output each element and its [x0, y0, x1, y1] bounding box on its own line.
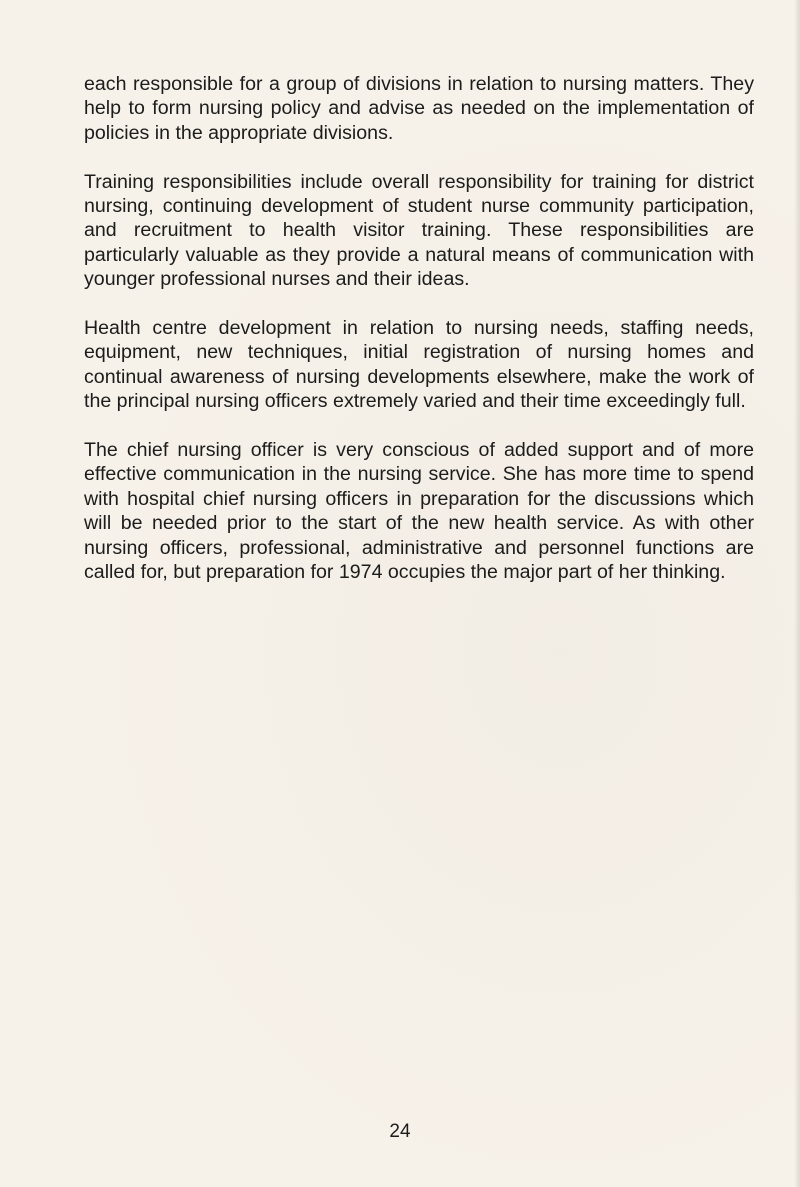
paragraph-training: Training responsibilities include overall responsibility for training for district nursing, continuing development of student nurse community participation, and recruitment to health visitor training. These responsibilities are particularly valuable as they provide a natural means of communication with younger professional nurses and their ideas. [84, 170, 754, 291]
paragraph-chief-nursing-officer: The chief nursing officer is very conscious of added support and of more effective communication in the nursing service. She has more time to spend with hospital chief nursing officers in preparation for the discussions which will be needed prior to the start of the new health service. As with other nursing officers, professional, administrative and personnel functions are called for, but preparation for 1974 occupies the major part of her thinking. [84, 439, 754, 584]
page-number: 24 [389, 1121, 411, 1142]
paragraph-divisions: each responsible for a group of divisions in relation to nursing matters. They help to form nursing policy and advise as needed on the implementation of policies in the appropriate divisions. [84, 73, 754, 144]
body-text [84, 72, 754, 609]
page-edge-shadow [794, 0, 800, 1187]
paragraph-health-centre: Health centre development in relation to nursing needs, staffing needs, equipment, new techniques, initial registration of nursing homes and continual awareness of nursing developments elsewhere, make the work of the principal nursing officers extremely varied and their time exceedingly full. [84, 317, 754, 413]
